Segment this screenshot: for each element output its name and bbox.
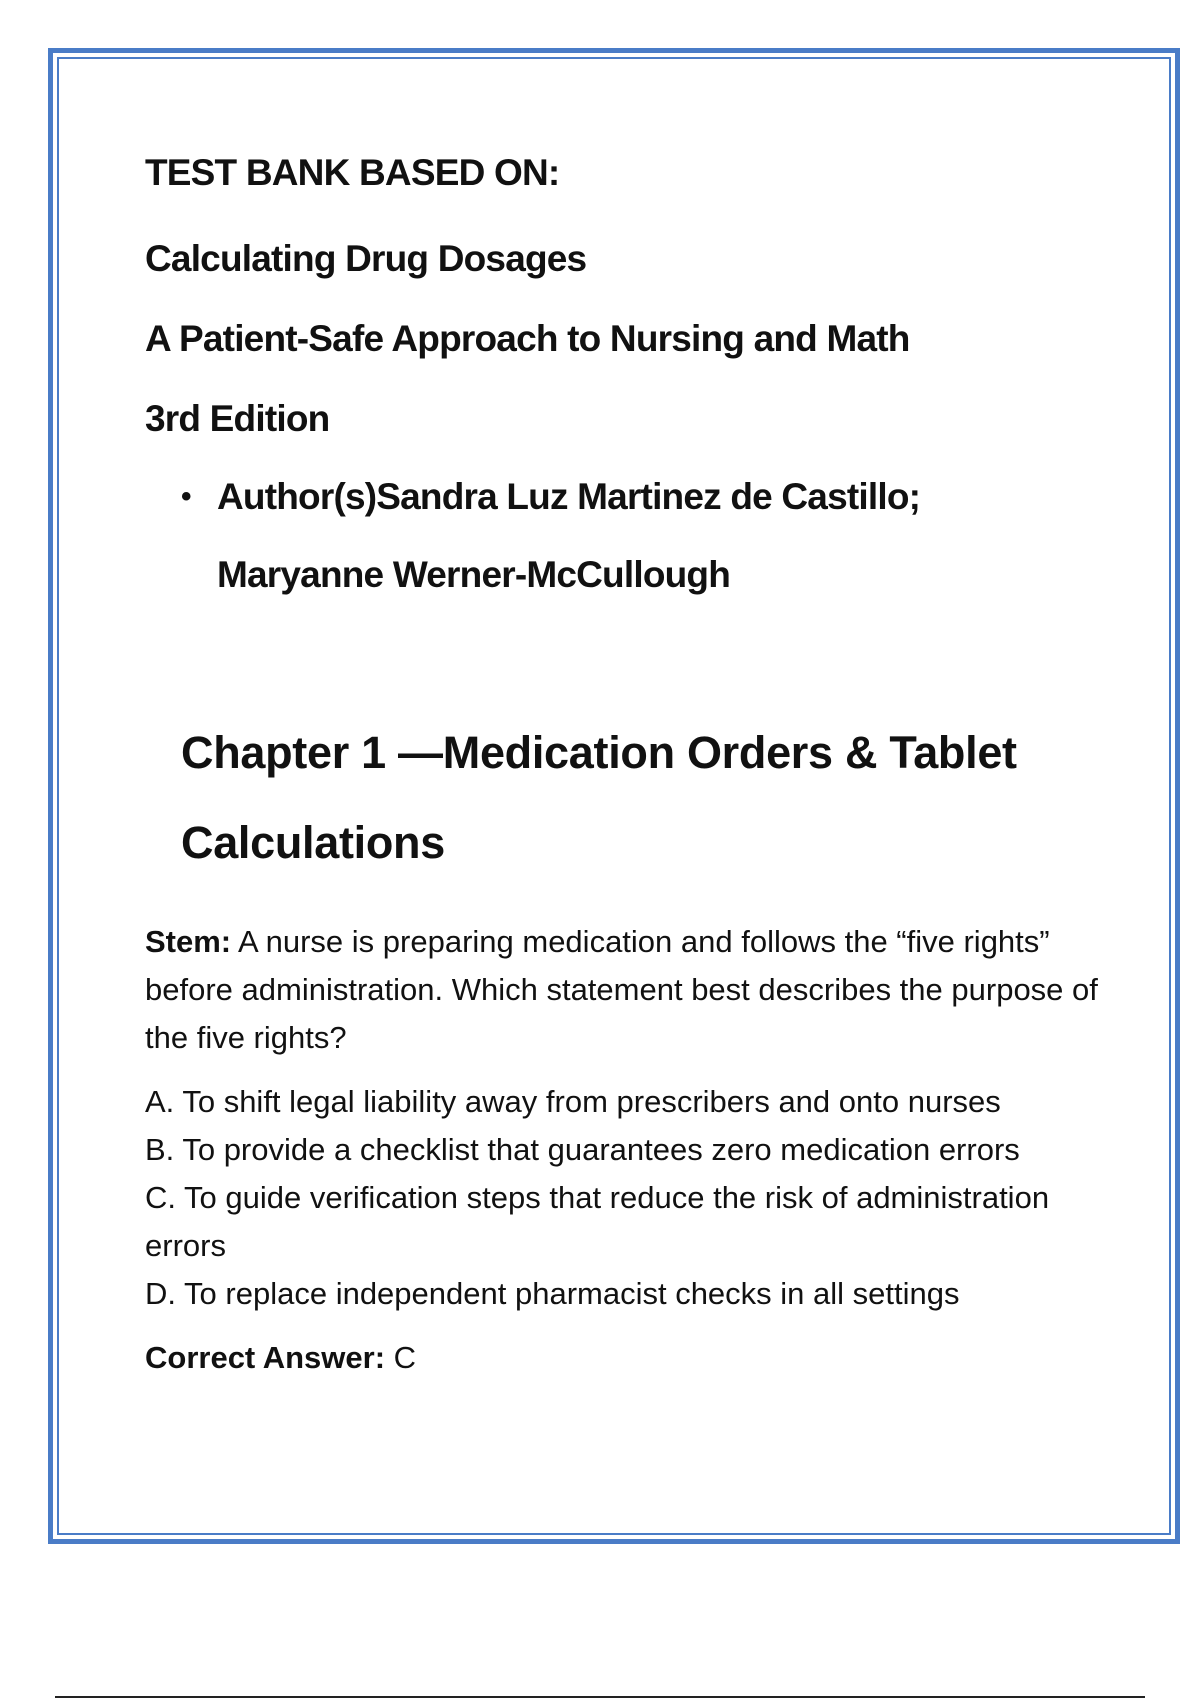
book-title: Calculating Drug Dosages [145, 238, 587, 279]
document-content [145, 150, 1105, 1382]
option-a: A. To shift legal liability away from prescribers and onto nurses [145, 1084, 1001, 1119]
option-b: B. To provide a checklist that guarantees zero medication errors [145, 1132, 1020, 1167]
author-list-item [145, 474, 1105, 598]
stem-text: A nurse is preparing medication and follows the “five rights” before administration. Which statement best describes the purpose of the five rights? [145, 924, 1098, 1055]
option-c: C. To guide verification steps that reduce the risk of administration errors [145, 1180, 1050, 1263]
stem-label: Stem: [145, 924, 232, 959]
correct-answer-label: Correct Answer: [145, 1340, 386, 1375]
correct-answer-value: C [385, 1340, 417, 1375]
author-names-line-1: Author(s)Sandra Luz Martinez de Castillo; [217, 476, 921, 517]
footer-divider [55, 1696, 1145, 1698]
book-subtitle: A Patient-Safe Approach to Nursing and Math [145, 318, 910, 359]
test-bank-label: TEST BANK BASED ON: [145, 152, 560, 193]
bullet-icon: • [181, 480, 192, 513]
correct-answer [145, 1334, 1105, 1382]
author-names-line-2: Maryanne Werner-McCullough [217, 554, 731, 595]
book-edition: 3rd Edition [145, 398, 330, 439]
question-stem [145, 918, 1105, 1062]
chapter-heading: Chapter 1 —Medication Orders & Tablet Calculations [181, 727, 1017, 868]
answer-options [145, 1078, 1105, 1318]
option-d: D. To replace independent pharmacist checks in all settings [145, 1276, 960, 1311]
